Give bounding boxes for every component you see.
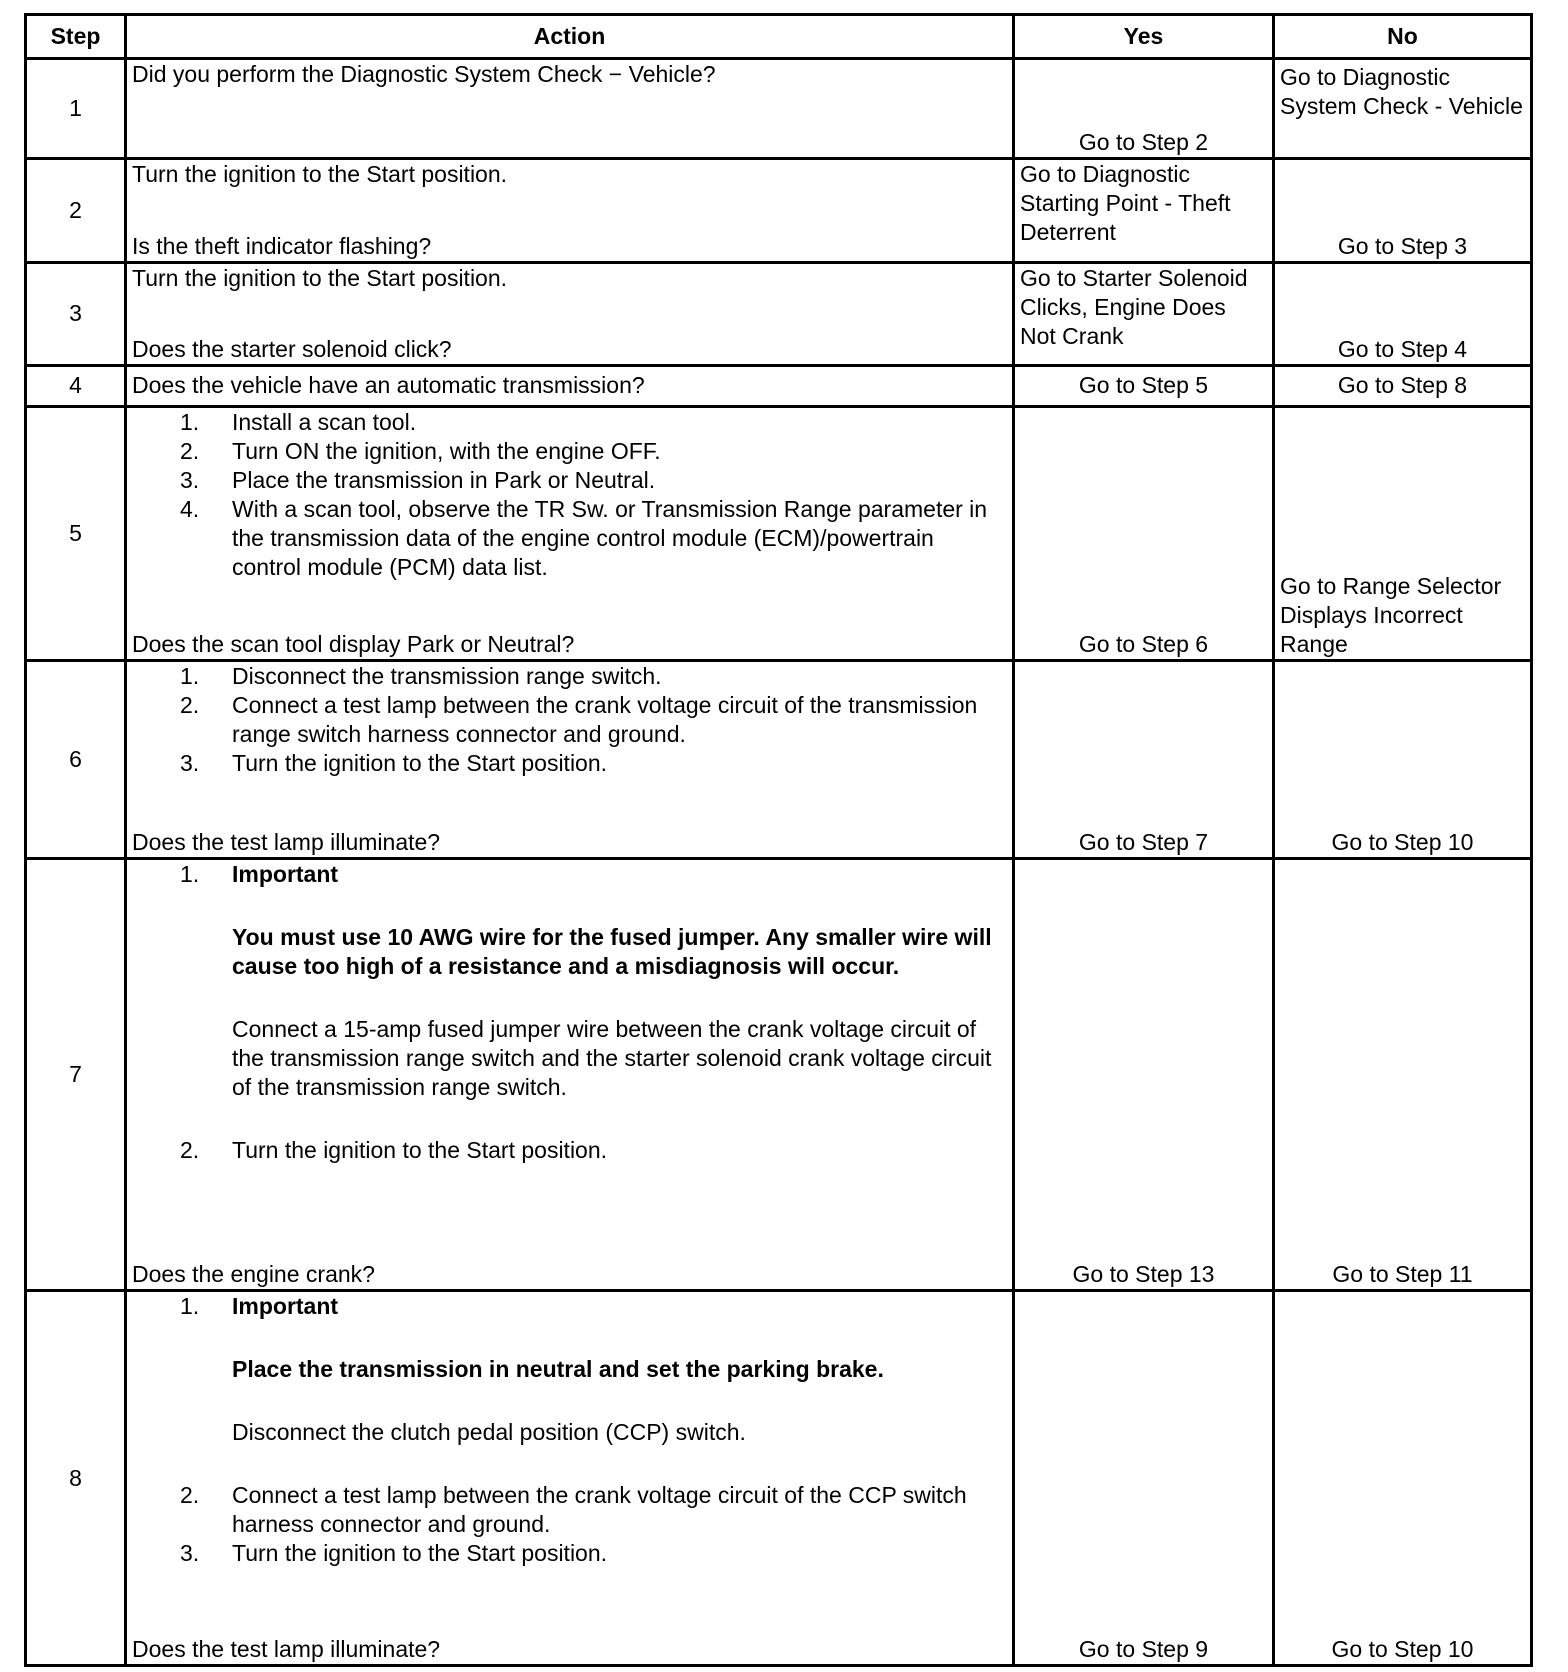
yes-cell: Go to Step 6 — [1014, 406, 1274, 661]
table-row — [26, 158, 1532, 262]
action-cell — [126, 262, 1014, 366]
header-yes: Yes — [1014, 15, 1274, 59]
important-label: Important — [232, 1293, 339, 1320]
list-item: 2. Connect a test lamp between the crank voltage circuit of the transmission range switch harness connector and ground. — [180, 692, 978, 748]
yes-cell: Go to Step 13 — [1014, 858, 1274, 1290]
header-step: Step — [26, 15, 126, 59]
action-question: Is the theft indicator flashing? — [132, 232, 432, 259]
table-row — [26, 59, 1532, 159]
important-text: You must use 10 AWG wire for the fused jumper. Any smaller wire will cause too high of a resistance and a misdiagnosis will occur. — [232, 923, 992, 979]
no-cell: Go to Range Selector Displays Incorrect Range — [1274, 406, 1532, 661]
list-item: 2. Connect a test lamp between the crank voltage circuit of the CCP switch harness connector and ground. — [180, 1482, 967, 1538]
step-number: 4 — [26, 366, 126, 406]
yes-cell: Go to Step 9 — [1014, 1291, 1274, 1666]
yes-cell: Go to Step 5 — [1014, 366, 1274, 406]
yes-cell: Go to Step 7 — [1014, 661, 1274, 858]
no-cell: Go to Step 4 — [1274, 262, 1532, 366]
action-cell — [126, 406, 1014, 661]
step-number: 6 — [26, 661, 126, 858]
list-item: 1. Important Place the transmission in neutral and set the parking brake. Disconnect the clutch pedal position (CCP) switch. — [132, 1292, 1007, 1481]
step-number: 2 — [26, 158, 126, 262]
action-question: Does the engine crank? — [132, 1261, 375, 1288]
list-item: 3. Place the transmission in Park or Neutral. — [180, 466, 656, 493]
yes-cell: Go to Step 2 — [1014, 59, 1274, 159]
action-cell — [126, 858, 1014, 1290]
step-list — [132, 408, 1007, 582]
header-action: Action — [126, 15, 1014, 59]
important-label: Important — [232, 860, 339, 887]
action-question: Does the test lamp illuminate? — [132, 828, 441, 855]
action-text: Turn the ignition to the Start position. — [132, 264, 508, 291]
action-question: Does the starter solenoid click? — [132, 336, 452, 363]
diagnostic-table — [24, 13, 1533, 1667]
no-cell: Go to Step 10 — [1274, 661, 1532, 858]
list-item: 1. Install a scan tool. — [180, 408, 417, 435]
step-number: 1 — [26, 59, 126, 159]
no-cell: Go to Diagnostic System Check - Vehicle — [1274, 59, 1532, 159]
table-row — [26, 858, 1532, 1290]
action-cell: Did you perform the Diagnostic System Check − Vehicle? — [126, 59, 1014, 159]
list-item: 1. Disconnect the transmission range switch. — [180, 663, 662, 690]
step-number: 8 — [26, 1291, 126, 1666]
list-item: 3. Turn the ignition to the Start position. — [180, 1540, 608, 1567]
action-cell — [126, 661, 1014, 858]
action-cell — [126, 158, 1014, 262]
step-number: 5 — [26, 406, 126, 661]
table-row — [26, 661, 1532, 858]
list-item: 2. Turn the ignition to the Start position. — [180, 1136, 608, 1163]
list-item: 4. With a scan tool, observe the TR Sw. or Transmission Range parameter in the transmission data of the engine control module (ECM)/powertrain control module (PCM) data list. — [180, 495, 988, 580]
step-number: 7 — [26, 858, 126, 1290]
action-question: Does the scan tool display Park or Neutral? — [132, 631, 575, 658]
no-cell: Go to Step 10 — [1274, 1291, 1532, 1666]
list-item: 1. Important You must use 10 AWG wire for the fused jumper. Any smaller wire will cause too high of a resistance and a misdiagnosis will occur. Connect a 15-amp fused jumper wire between the crank voltage circuit of the transmission range switch and the starter solenoid crank voltage circuit of the transmission range switch. — [132, 860, 1007, 1136]
yes-cell: Go to Diagnostic Starting Point - Theft Deterrent — [1014, 158, 1274, 262]
action-cell: Does the vehicle have an automatic transmission? — [126, 366, 1014, 406]
step-list — [132, 662, 1007, 778]
yes-cell: Go to Starter Solenoid Clicks, Engine Does Not Crank — [1014, 262, 1274, 366]
no-cell: Go to Step 3 — [1274, 158, 1532, 262]
important-text: Place the transmission in neutral and set the parking brake. — [232, 1356, 884, 1383]
step-text: Connect a 15-amp fused jumper wire between the crank voltage circuit of the transmission range switch and the starter solenoid crank voltage circuit of the transmission range switch. — [232, 1015, 992, 1100]
table-row — [26, 366, 1532, 406]
no-cell: Go to Step 11 — [1274, 858, 1532, 1290]
table-row — [26, 1291, 1532, 1666]
list-item: 2. Turn ON the ignition, with the engine OFF. — [180, 437, 661, 464]
step-number: 3 — [26, 262, 126, 366]
table-row — [26, 406, 1532, 661]
action-text: Turn the ignition to the Start position. — [132, 160, 508, 187]
header-no: No — [1274, 15, 1532, 59]
table-row — [26, 262, 1532, 366]
step-list — [132, 1292, 1007, 1568]
step-list — [132, 860, 1007, 1165]
list-item: 3. Turn the ignition to the Start position. — [180, 750, 608, 777]
header-row — [26, 15, 1532, 59]
action-cell — [126, 1291, 1014, 1666]
step-text: Disconnect the clutch pedal position (CCP) switch. — [232, 1419, 746, 1446]
action-question: Does the test lamp illuminate? — [132, 1636, 441, 1662]
no-cell: Go to Step 8 — [1274, 366, 1532, 406]
